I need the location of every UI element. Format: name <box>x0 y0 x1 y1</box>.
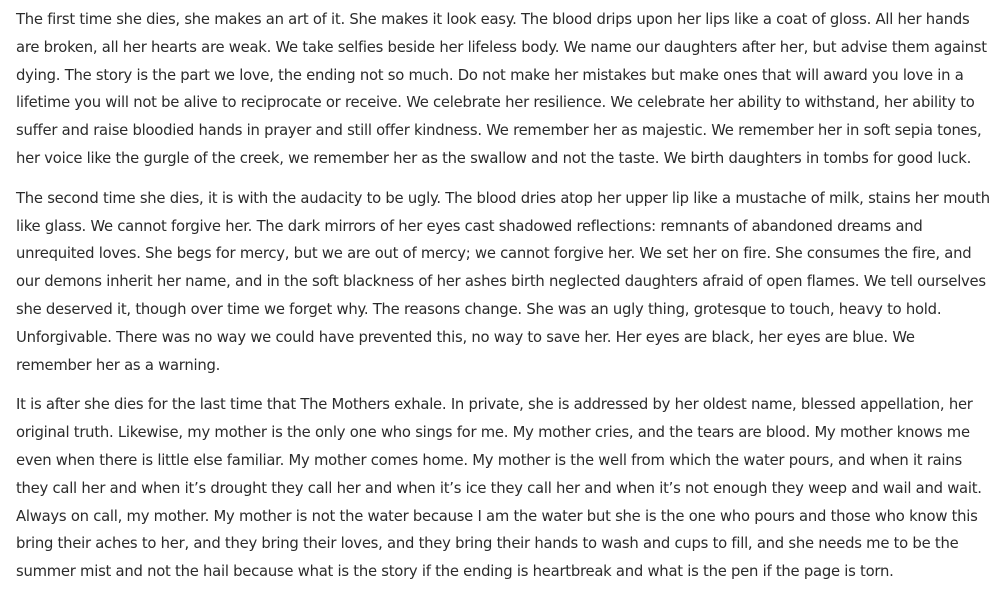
paragraph-first-death: The first time she dies, she makes an art of it. She makes it look easy. The blood drips upon her lips like a coat of gloss. All her hands are broken, all her hearts are weak. We take selfies beside her lifeless body. We name our daughters after her, but advise them against dying. The story is the part we love, the ending not so much. Do not make her mistakes but make ones that will award you love in a lifetime you will not be alive to reciprocate or receive. We celebrate her resilience. We celebrate her ability to withstand, her ability to suffer and raise bloodied hands in prayer and still offer kindness. We remember her as majestic. We remember her in soft sepia tones, her voice like the gurgle of the creek, we remember her as the swallow and not the taste. We birth daughters in tombs for good luck. <box>16 11 987 167</box>
paragraph-last-death: It is after she dies for the last time that The Mothers exhale. In private, she is addressed by her oldest name, blessed appellation, her original truth. Likewise, my mother is the only one who sings for me. My mother cries, and the tears are blood. My mother knows me even when there is little else familiar. My mother comes home. My mother is the well from which the water pours, and when it rains they call her and when it’s drought they call her and when it’s ice they call her and when it’s not enough they weep and wail and wait. Always on call, my mother. My mother is not the water because I am the water but she is the one who pours and those who know this bring their aches to her, and they bring their loves, and they bring their hands to wash and cups to fill, and she needs me to be the summer mist and not the hail because what is the story if the ending is heartbreak and what is the pen if the page is torn. <box>16 396 982 581</box>
paragraph-second-death: The second time she dies, it is with the audacity to be ugly. The blood dries atop her upper lip like a mustache of milk, stains her mouth like glass. We cannot forgive her. The dark mirrors of her eyes cast shadowed reflections: remnants of abandoned dreams and unrequited loves. She begs for mercy, but we are out of mercy; we cannot forgive her. We set her on fire. She consumes the fire, and our demons inherit her name, and in the soft blackness of her ashes birth neglected daughters afraid of open flames. We tell ourselves she deserved it, though over time we forget why. The reasons change. She was an ugly thing, grotesque to touch, heavy to hold. Unforgivable. There was no way we could have prevented this, no way to save her. Her eyes are black, her eyes are blue. We remember her as a warning. <box>16 189 990 374</box>
